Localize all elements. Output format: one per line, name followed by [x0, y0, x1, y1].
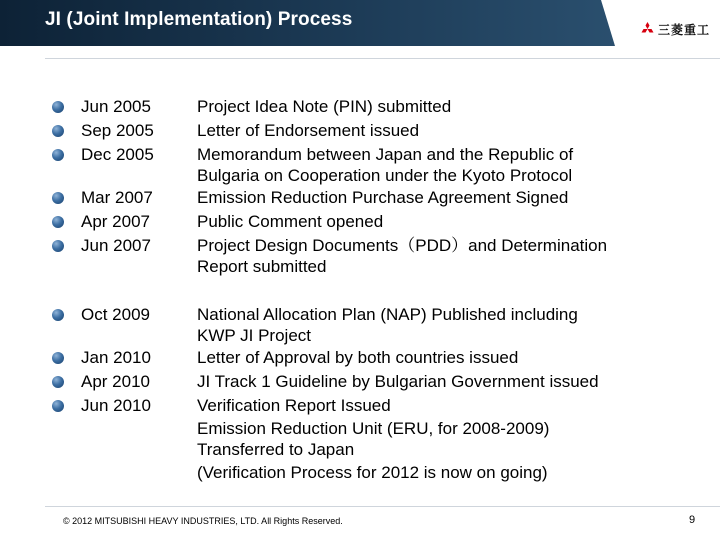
logo-text: 三菱重工 [658, 22, 711, 37]
date-label: Mar 2007 [81, 188, 153, 207]
description-line: National Allocation Plan (NAP) Published including [197, 305, 578, 324]
copyright-text: © 2012 MITSUBISHI HEAVY INDUSTRIES, LTD. All Rights Reserved. [63, 516, 343, 526]
description-line: Memorandum between Japan and the Republic of [197, 145, 574, 164]
top-divider [45, 58, 720, 59]
bullet-icon [52, 240, 64, 252]
bullet-icon [52, 352, 64, 364]
date-label: Jun 2010 [81, 396, 151, 415]
bullet-icon [52, 309, 64, 321]
description-item [197, 211, 707, 232]
date-label: Dec 2005 [81, 145, 154, 164]
description-line: Project Design Documents（PDD）and Determination [197, 236, 608, 255]
bullet-icon [52, 125, 64, 137]
page-number: 9 [689, 514, 696, 526]
description-line: Emission Reduction Purchase Agreement Signed [197, 188, 569, 207]
date-label: Jun 2007 [81, 236, 151, 255]
description-item [197, 418, 707, 460]
description-item [197, 120, 707, 141]
company-logo [640, 22, 715, 36]
bullet-icon [52, 376, 64, 388]
description-item [197, 371, 707, 392]
description-line: KWP JI Project [197, 326, 311, 345]
description-item [197, 96, 707, 117]
description-line: JI Track 1 Guideline by Bulgarian Government issued [197, 372, 599, 391]
description-line: Project Idea Note (PIN) submitted [197, 97, 452, 116]
description-item [197, 395, 707, 416]
description-line: Verification Report Issued [197, 396, 391, 415]
bullet-icon [52, 149, 64, 161]
description-item [197, 235, 707, 277]
description-item [197, 144, 707, 186]
date-label: Jun 2005 [81, 97, 151, 116]
description-line: Letter of Endorsement issued [197, 121, 420, 140]
description-line: Report submitted [197, 257, 327, 276]
description-line: Emission Reduction Unit (ERU, for 2008-2009) [197, 419, 550, 438]
bullet-icon [52, 216, 64, 228]
page-title: JI (Joint Implementation) Process [45, 9, 353, 30]
bullet-icon [52, 101, 64, 113]
three-diamonds-icon [640, 22, 655, 36]
description-line: Transferred to Japan [197, 440, 355, 459]
description-item [197, 187, 707, 208]
date-label: Apr 2007 [81, 212, 150, 231]
date-label: Sep 2005 [81, 121, 154, 140]
date-label: Apr 2010 [81, 372, 150, 391]
bullet-icon [52, 192, 64, 204]
description-line: Public Comment opened [197, 212, 384, 231]
description-line: Letter of Approval by both countries issued [197, 348, 519, 367]
bullet-icon [52, 400, 64, 412]
date-label: Jan 2010 [81, 348, 151, 367]
description-line: (Verification Process for 2012 is now on going) [197, 463, 548, 482]
description-line: Bulgaria on Cooperation under the Kyoto Protocol [197, 166, 573, 185]
footer-divider [45, 506, 720, 507]
date-label: Oct 2009 [81, 305, 150, 324]
description-item [197, 462, 707, 483]
description-item [197, 304, 707, 346]
description-item [197, 347, 707, 368]
